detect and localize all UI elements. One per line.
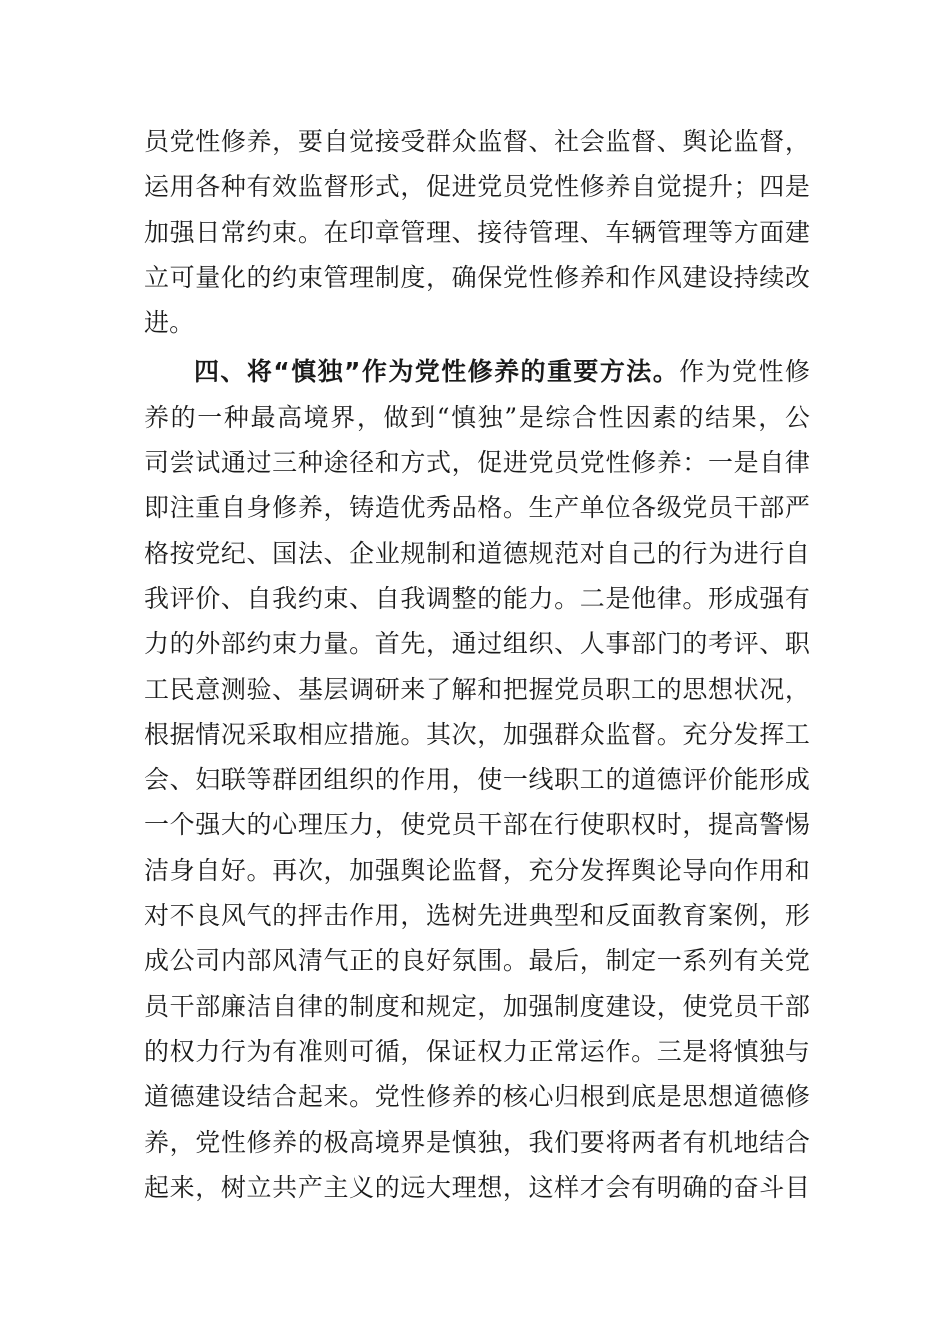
- paragraph-line: 即注重自身修养，铸造优秀品格。生产单位各级党员干部严: [144, 493, 810, 523]
- paragraph-line: 成公司内部风清气正的良好氛围。最后，制定一系列有关党: [144, 946, 810, 976]
- paragraph-line: 对不良风气的抨击作用，选树先进典型和反面教育案例，形: [144, 901, 810, 931]
- paragraph-line: 养的一种最高境界，做到“慎独”是综合性因素的结果，公: [144, 402, 810, 432]
- paragraph-line: 起来，树立共产主义的远大理想，这样才会有明确的奋斗目: [144, 1172, 810, 1202]
- paragraph-line: 的权力行为有准则可循，保证权力正常运作。三是将慎独与: [144, 1036, 810, 1066]
- paragraph-line: 司尝试通过三种途径和方式，促进党员党性修养：一是自律: [144, 448, 810, 478]
- paragraph-line: 道德建设结合起来。党性修养的核心归根到底是思想道德修: [144, 1082, 810, 1112]
- paragraph-line: 洁身自好。再次，加强舆论监督，充分发挥舆论导向作用和: [144, 855, 810, 885]
- paragraph-line: 格按党纪、国法、企业规制和道德规范对自己的行为进行自: [144, 538, 810, 568]
- paragraph-line: 一个强大的心理压力，使党员干部在行使职权时，提高警惕: [144, 810, 810, 840]
- paragraph-line: 根据情况采取相应措施。其次，加强群众监督。充分发挥工: [144, 719, 810, 749]
- paragraph-line: 养，党性修养的极高境界是慎独，我们要将两者有机地结合: [144, 1127, 810, 1157]
- paragraph-line: 工民意测验、基层调研来了解和把握党员职工的思想状况，: [144, 674, 810, 704]
- paragraph-line: 员干部廉洁自律的制度和规定，加强制度建设，使党员干部: [144, 991, 810, 1021]
- section-heading: 四、将“慎独”作为党性修养的重要方法。: [194, 357, 680, 387]
- paragraph-line: 运用各种有效监督形式，促进党员党性修养自觉提升；四是: [144, 172, 810, 202]
- paragraph-line: 我评价、自我约束、自我调整的能力。二是他律。形成强有: [144, 583, 810, 613]
- paragraph-line: 力的外部约束力量。首先，通过组织、人事部门的考评、职: [144, 629, 810, 659]
- paragraph-line: 立可量化的约束管理制度，确保党性修养和作风建设持续改: [144, 262, 810, 292]
- paragraph-line: 会、妇联等群团组织的作用，使一线职工的道德评价能形成: [144, 765, 810, 795]
- paragraph-line: 进。: [144, 308, 195, 338]
- body-text: [144, 119, 810, 1210]
- section-heading-line: [144, 349, 810, 394]
- paragraph-line: 加强日常约束。在印章管理、接待管理、车辆管理等方面建: [144, 217, 810, 247]
- heading-line-text: 作为党性修: [679, 357, 810, 387]
- paragraph-line: 员党性修养，要自觉接受群众监督、社会监督、舆论监督，: [144, 127, 810, 156]
